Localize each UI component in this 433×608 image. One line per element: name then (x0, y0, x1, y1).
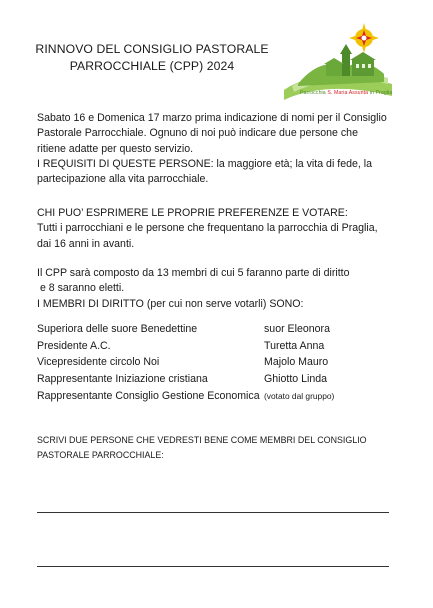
title-line-1: RINNOVO DEL CONSIGLIO PASTORALE (35, 42, 269, 56)
member-name: Majolo Mauro (264, 356, 329, 369)
member-name: suor Eleonora (264, 323, 330, 335)
intro-line: ritiene adatte per questo servizio. (37, 142, 194, 155)
voters-line: Tutti i parrocchiani e le persone che frequentano la parrocchia di Praglia, (37, 222, 378, 235)
member-role: Rappresentante Iniziazione cristiana (37, 373, 208, 386)
logo-caption-prefix: Parrocchia (300, 90, 328, 96)
voters-line: dai 16 anni in avanti. (37, 237, 135, 250)
member-name: Turetta Anna (264, 339, 325, 352)
logo-caption-name: S. Maria Assunta (327, 90, 369, 96)
write-instructions (37, 433, 367, 463)
composition-paragraph (37, 266, 349, 312)
title-line-2: PARROCCHIALE (CPP) 2024 (69, 59, 235, 73)
intro-line: I REQUISITI DI QUESTE PERSONE: la maggiore età; la vita di fede, la (37, 157, 373, 170)
composition-line: e 8 saranno eletti. (37, 282, 125, 295)
intro-line: Sabato 16 e Domenica 17 marzo prima indicazione di nomi per il Consiglio (37, 112, 387, 124)
write-line-1: SCRIVI DUE PERSONE CHE VEDRESTI BENE COME MEMBRI DEL CONSIGLIO (37, 435, 367, 445)
member-role: Rappresentante Consiglio Gestione Economica (37, 389, 260, 402)
member-role: Vicepresidente circolo Noi (37, 356, 160, 369)
write-in-line-1[interactable] (37, 512, 389, 513)
composition-line: I MEMBRI DI DIRITTO (per cui non serve votarli) SONO: (37, 297, 304, 310)
member-role: Superiora delle suore Benedettine (37, 323, 198, 335)
document-title (28, 41, 276, 75)
member-role: Presidente A.C. (37, 339, 111, 352)
logo-caption-suffix: in Praglia (368, 90, 393, 96)
voters-paragraph (37, 206, 378, 252)
composition-line: Il CPP sarà composto da 13 membri di cui 5 faranno parte di diritto (37, 267, 350, 279)
write-in-line-2[interactable] (37, 566, 389, 567)
logo-caption (300, 90, 400, 96)
intro-line: partecipazione alla vita parrocchiale. (37, 173, 209, 186)
write-line-2: PASTORALE PARROCCHIALE: (37, 450, 164, 460)
intro-paragraph (37, 111, 387, 187)
intro-line: Pastorale Parrocchiale. Ognuno di noi può indicare due persone che (37, 127, 358, 140)
member-name: Ghiotto Linda (264, 373, 328, 386)
voters-line: CHI PUO’ ESPRIMERE LE PROPRIE PREFERENZE E VOTARE: (37, 207, 348, 219)
member-name: (votato dal gruppo) (264, 390, 335, 401)
